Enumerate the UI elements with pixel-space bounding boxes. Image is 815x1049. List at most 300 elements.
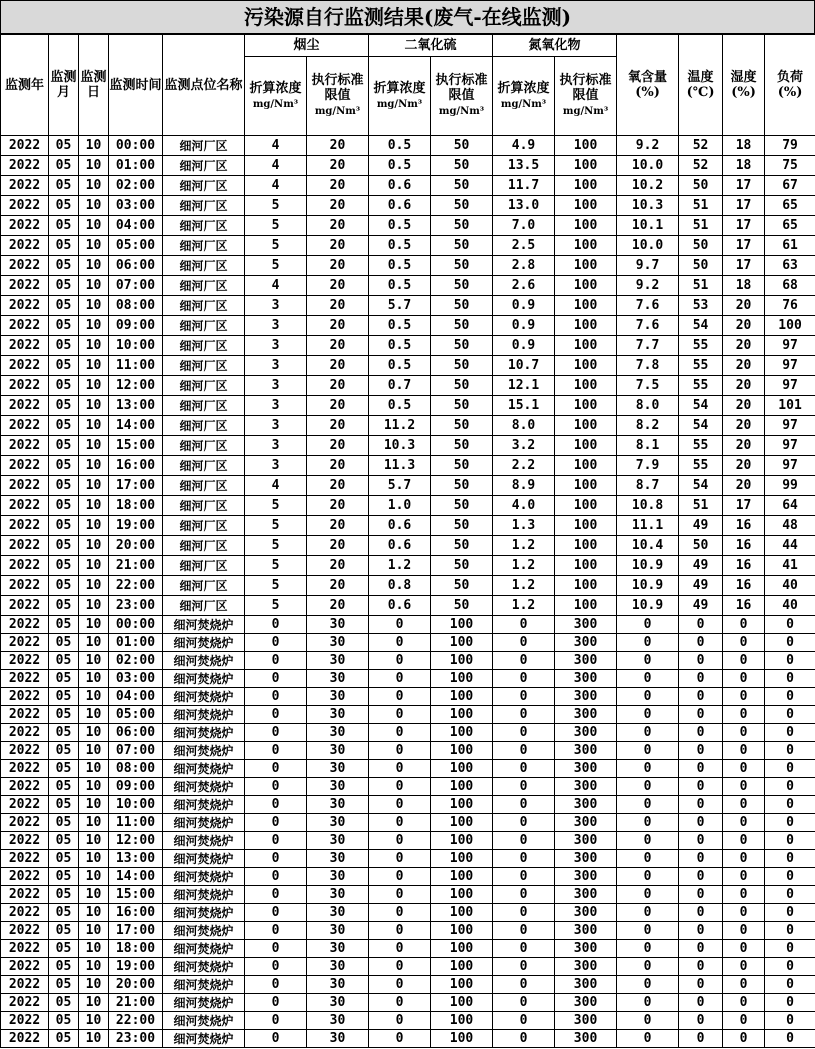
table-cell: 08:00 [109, 760, 163, 778]
table-cell: 0 [369, 958, 431, 976]
table-cell: 细河焚烧炉 [163, 742, 245, 760]
table-cell: 300 [555, 760, 617, 778]
table-cell: 55 [679, 436, 723, 456]
table-cell: 细河厂区 [163, 236, 245, 256]
table-cell: 05 [49, 652, 79, 670]
table-cell: 30 [307, 760, 369, 778]
table-cell: 54 [679, 316, 723, 336]
table-cell: 17 [723, 256, 765, 276]
table-cell: 10 [79, 724, 109, 742]
table-cell: 08:00 [109, 296, 163, 316]
table-cell: 5 [245, 496, 307, 516]
table-row [1, 688, 815, 706]
table-cell: 0 [679, 1030, 723, 1048]
table-row [1, 396, 815, 416]
table-cell: 50 [679, 256, 723, 276]
table-cell: 97 [765, 356, 815, 376]
table-cell: 细河厂区 [163, 356, 245, 376]
table-cell: 05 [49, 742, 79, 760]
table-cell: 10 [79, 296, 109, 316]
table-cell: 100 [555, 316, 617, 336]
table-cell: 05 [49, 814, 79, 832]
table-cell: 53 [679, 296, 723, 316]
table-cell: 30 [307, 958, 369, 976]
table-cell: 300 [555, 670, 617, 688]
table-cell: 300 [555, 850, 617, 868]
table-row [1, 256, 815, 276]
table-cell: 0 [765, 976, 815, 994]
table-cell: 0.9 [493, 316, 555, 336]
table-cell: 50 [431, 536, 493, 556]
table-cell: 0 [617, 670, 679, 688]
table-cell: 50 [679, 236, 723, 256]
table-cell: 0 [493, 814, 555, 832]
table-row [1, 156, 815, 176]
table-cell: 100 [555, 176, 617, 196]
table-cell: 05 [49, 940, 79, 958]
table-cell: 0 [493, 1012, 555, 1030]
table-cell: 0 [493, 850, 555, 868]
table-cell: 300 [555, 634, 617, 652]
table-cell: 细河厂区 [163, 416, 245, 436]
table-row [1, 850, 815, 868]
table-row [1, 634, 815, 652]
table-cell: 05 [49, 336, 79, 356]
table-cell: 05 [49, 456, 79, 476]
table-cell: 10.9 [617, 596, 679, 616]
table-row [1, 922, 815, 940]
report-title: 污染源自行监测结果(废气-在线监测) [0, 0, 815, 34]
table-cell: 0 [723, 760, 765, 778]
table-cell: 05 [49, 536, 79, 556]
table-cell: 0 [723, 688, 765, 706]
table-cell: 细河焚烧炉 [163, 976, 245, 994]
table-cell: 99 [765, 476, 815, 496]
table-cell: 100 [431, 868, 493, 886]
table-cell: 细河焚烧炉 [163, 886, 245, 904]
table-row [1, 670, 815, 688]
table-cell: 0 [245, 760, 307, 778]
table-cell: 0 [245, 634, 307, 652]
table-cell: 0 [245, 742, 307, 760]
table-cell: 7.9 [617, 456, 679, 476]
table-cell: 2022 [1, 316, 49, 336]
table-cell: 0 [723, 958, 765, 976]
table-cell: 0 [493, 778, 555, 796]
table-cell: 0 [493, 742, 555, 760]
table-row [1, 136, 815, 156]
table-cell: 17:00 [109, 922, 163, 940]
table-cell: 0 [723, 634, 765, 652]
table-cell: 100 [555, 336, 617, 356]
table-cell: 0 [369, 922, 431, 940]
table-cell: 2022 [1, 832, 49, 850]
table-cell: 100 [431, 670, 493, 688]
table-cell: 0 [765, 832, 815, 850]
table-cell: 10 [79, 456, 109, 476]
table-cell: 3 [245, 296, 307, 316]
table-cell: 细河焚烧炉 [163, 1012, 245, 1030]
table-cell: 2022 [1, 1012, 49, 1030]
table-cell: 05 [49, 296, 79, 316]
table-cell: 0.6 [369, 196, 431, 216]
table-cell: 0 [723, 850, 765, 868]
table-row [1, 958, 815, 976]
table-cell: 51 [679, 496, 723, 516]
table-cell: 10 [79, 376, 109, 396]
table-cell: 0 [493, 994, 555, 1012]
table-cell: 4.0 [493, 496, 555, 516]
table-cell: 0 [369, 634, 431, 652]
table-cell: 40 [765, 576, 815, 596]
table-cell: 10 [79, 706, 109, 724]
table-cell: 05 [49, 276, 79, 296]
table-cell: 0 [493, 922, 555, 940]
table-cell: 2022 [1, 742, 49, 760]
table-cell: 05 [49, 778, 79, 796]
table-cell: 100 [555, 276, 617, 296]
table-cell: 63 [765, 256, 815, 276]
table-cell: 10 [79, 814, 109, 832]
table-cell: 0 [679, 616, 723, 634]
table-cell: 10 [79, 958, 109, 976]
table-cell: 2022 [1, 706, 49, 724]
table-row [1, 476, 815, 496]
table-cell: 10 [79, 576, 109, 596]
header-time: 监测时间 [109, 35, 163, 136]
table-cell: 100 [555, 416, 617, 436]
table-cell: 05 [49, 316, 79, 336]
table-cell: 2022 [1, 136, 49, 156]
table-cell: 0 [493, 1030, 555, 1048]
table-cell: 50 [679, 536, 723, 556]
table-cell: 30 [307, 652, 369, 670]
table-cell: 0 [493, 940, 555, 958]
table-cell: 100 [555, 216, 617, 236]
table-cell: 100 [431, 886, 493, 904]
table-cell: 05 [49, 616, 79, 634]
table-cell: 0 [369, 976, 431, 994]
table-cell: 0.5 [369, 256, 431, 276]
table-cell: 0 [617, 814, 679, 832]
table-cell: 0 [245, 886, 307, 904]
table-cell: 细河焚烧炉 [163, 814, 245, 832]
table-cell: 50 [679, 176, 723, 196]
table-cell: 100 [555, 256, 617, 276]
table-cell: 19:00 [109, 516, 163, 536]
table-cell: 30 [307, 886, 369, 904]
table-cell: 30 [307, 670, 369, 688]
table-cell: 50 [431, 216, 493, 236]
table-cell: 10 [79, 868, 109, 886]
table-cell: 细河厂区 [163, 296, 245, 316]
table-cell: 0 [617, 904, 679, 922]
table-cell: 0 [369, 940, 431, 958]
table-cell: 49 [679, 596, 723, 616]
table-row [1, 596, 815, 616]
table-cell: 06:00 [109, 724, 163, 742]
table-cell: 10 [79, 536, 109, 556]
table-cell: 05 [49, 850, 79, 868]
table-cell: 50 [431, 496, 493, 516]
table-cell: 10.8 [617, 496, 679, 516]
table-cell: 4 [245, 276, 307, 296]
table-cell: 0 [617, 706, 679, 724]
table-cell: 300 [555, 688, 617, 706]
table-cell: 0 [723, 742, 765, 760]
table-row [1, 276, 815, 296]
table-cell: 0.5 [369, 136, 431, 156]
table-cell: 3 [245, 316, 307, 336]
table-cell: 0 [723, 868, 765, 886]
table-cell: 20 [307, 416, 369, 436]
table-cell: 50 [431, 576, 493, 596]
table-cell: 0.6 [369, 596, 431, 616]
table-cell: 100 [555, 556, 617, 576]
table-cell: 2022 [1, 156, 49, 176]
monitoring-table [0, 34, 815, 1048]
table-cell: 2022 [1, 724, 49, 742]
table-cell: 11.7 [493, 176, 555, 196]
table-cell: 10 [79, 516, 109, 536]
table-cell: 2.5 [493, 236, 555, 256]
table-cell: 0 [765, 778, 815, 796]
table-cell: 2022 [1, 634, 49, 652]
table-cell: 05:00 [109, 236, 163, 256]
table-cell: 0 [245, 706, 307, 724]
table-cell: 2022 [1, 296, 49, 316]
table-row [1, 316, 815, 336]
table-cell: 30 [307, 976, 369, 994]
table-cell: 05 [49, 376, 79, 396]
table-cell: 10 [79, 396, 109, 416]
table-cell: 0 [369, 652, 431, 670]
table-cell: 0 [245, 976, 307, 994]
table-cell: 10 [79, 778, 109, 796]
table-cell: 10 [79, 236, 109, 256]
table-cell: 100 [555, 456, 617, 476]
table-cell: 0 [493, 652, 555, 670]
table-cell: 4 [245, 136, 307, 156]
table-cell: 40 [765, 596, 815, 616]
table-cell: 50 [431, 256, 493, 276]
table-row [1, 236, 815, 256]
table-row [1, 796, 815, 814]
table-cell: 52 [679, 156, 723, 176]
table-cell: 0 [245, 616, 307, 634]
table-cell: 2022 [1, 256, 49, 276]
table-cell: 2022 [1, 336, 49, 356]
table-cell: 细河焚烧炉 [163, 922, 245, 940]
table-cell: 10 [79, 316, 109, 336]
table-row [1, 376, 815, 396]
table-cell: 0 [765, 1012, 815, 1030]
table-cell: 20 [307, 356, 369, 376]
table-cell: 52 [679, 136, 723, 156]
table-cell: 0 [765, 922, 815, 940]
table-cell: 05:00 [109, 706, 163, 724]
unit-label: mg/Nm³ [252, 98, 299, 110]
table-cell: 0 [765, 670, 815, 688]
table-cell: 13.5 [493, 156, 555, 176]
table-cell: 0 [679, 634, 723, 652]
table-cell: 07:00 [109, 276, 163, 296]
table-cell: 0 [723, 994, 765, 1012]
table-cell: 0 [493, 832, 555, 850]
table-cell: 18 [723, 276, 765, 296]
table-cell: 05 [49, 416, 79, 436]
table-cell: 2022 [1, 976, 49, 994]
header-day: 监测日 [79, 35, 109, 136]
table-cell: 100 [431, 616, 493, 634]
table-cell: 0 [765, 886, 815, 904]
table-cell: 0 [765, 958, 815, 976]
table-cell: 0 [723, 832, 765, 850]
table-cell: 10 [79, 796, 109, 814]
header-year: 监测年 [1, 35, 49, 136]
table-cell: 0 [617, 868, 679, 886]
table-cell: 05 [49, 556, 79, 576]
table-row [1, 436, 815, 456]
table-row [1, 516, 815, 536]
table-cell: 18:00 [109, 940, 163, 958]
table-cell: 0 [765, 814, 815, 832]
table-cell: 0 [617, 760, 679, 778]
table-cell: 300 [555, 724, 617, 742]
table-cell: 2022 [1, 536, 49, 556]
table-cell: 10 [79, 596, 109, 616]
table-cell: 44 [765, 536, 815, 556]
table-cell: 0 [723, 796, 765, 814]
table-cell: 05 [49, 1030, 79, 1048]
table-cell: 41 [765, 556, 815, 576]
table-cell: 100 [555, 196, 617, 216]
table-cell: 20 [723, 376, 765, 396]
table-cell: 30 [307, 688, 369, 706]
table-cell: 11.3 [369, 456, 431, 476]
table-cell: 2022 [1, 416, 49, 436]
table-cell: 100 [555, 496, 617, 516]
table-cell: 细河厂区 [163, 436, 245, 456]
table-cell: 10 [79, 176, 109, 196]
table-row [1, 742, 815, 760]
table-cell: 0 [617, 796, 679, 814]
table-header [1, 35, 815, 136]
table-cell: 0 [493, 796, 555, 814]
table-cell: 0 [679, 796, 723, 814]
header-site: 监测点位名称 [163, 35, 245, 136]
table-cell: 细河焚烧炉 [163, 706, 245, 724]
table-cell: 51 [679, 196, 723, 216]
table-cell: 30 [307, 724, 369, 742]
table-cell: 20 [307, 256, 369, 276]
table-cell: 0 [765, 1030, 815, 1048]
table-cell: 0 [723, 724, 765, 742]
table-cell: 09:00 [109, 778, 163, 796]
table-cell: 05 [49, 356, 79, 376]
table-cell: 18:00 [109, 496, 163, 516]
table-cell: 2022 [1, 216, 49, 236]
table-cell: 300 [555, 940, 617, 958]
table-cell: 21:00 [109, 994, 163, 1012]
table-cell: 05 [49, 156, 79, 176]
table-cell: 20:00 [109, 976, 163, 994]
table-cell: 16 [723, 536, 765, 556]
table-cell: 100 [431, 832, 493, 850]
table-row [1, 724, 815, 742]
table-cell: 17:00 [109, 476, 163, 496]
table-cell: 79 [765, 136, 815, 156]
table-cell: 0 [369, 688, 431, 706]
table-cell: 0 [679, 958, 723, 976]
table-cell: 细河焚烧炉 [163, 688, 245, 706]
table-cell: 300 [555, 958, 617, 976]
table-cell: 20 [307, 396, 369, 416]
table-cell: 100 [431, 1030, 493, 1048]
table-cell: 50 [431, 596, 493, 616]
table-cell: 0 [245, 940, 307, 958]
table-cell: 50 [431, 336, 493, 356]
table-cell: 20 [307, 136, 369, 156]
table-cell: 20 [723, 476, 765, 496]
table-cell: 17 [723, 236, 765, 256]
table-cell: 0 [679, 904, 723, 922]
table-cell: 100 [431, 760, 493, 778]
table-cell: 2022 [1, 958, 49, 976]
table-cell: 20 [307, 556, 369, 576]
table-cell: 10:00 [109, 796, 163, 814]
table-cell: 细河厂区 [163, 556, 245, 576]
table-cell: 10 [79, 476, 109, 496]
table-cell: 55 [679, 356, 723, 376]
table-cell: 0 [369, 994, 431, 1012]
table-cell: 20 [307, 456, 369, 476]
table-cell: 细河厂区 [163, 596, 245, 616]
table-cell: 细河焚烧炉 [163, 796, 245, 814]
table-cell: 50 [431, 436, 493, 456]
table-cell: 4.9 [493, 136, 555, 156]
table-cell: 0 [765, 868, 815, 886]
table-cell: 17 [723, 196, 765, 216]
table-cell: 20 [723, 336, 765, 356]
table-cell: 64 [765, 496, 815, 516]
table-cell: 13:00 [109, 850, 163, 868]
table-cell: 0.8 [369, 576, 431, 596]
table-cell: 2022 [1, 688, 49, 706]
header-group-dust: 烟尘 [245, 35, 369, 57]
table-cell: 3 [245, 396, 307, 416]
table-cell: 0 [369, 616, 431, 634]
unit-label: mg/Nm³ [562, 106, 609, 117]
table-cell: 5 [245, 196, 307, 216]
table-cell: 2.2 [493, 456, 555, 476]
table-cell: 8.9 [493, 476, 555, 496]
table-cell: 4 [245, 176, 307, 196]
table-cell: 细河厂区 [163, 396, 245, 416]
table-cell: 05 [49, 760, 79, 778]
table-cell: 9.2 [617, 276, 679, 296]
table-cell: 100 [431, 814, 493, 832]
table-cell: 04:00 [109, 216, 163, 236]
table-cell: 20 [723, 356, 765, 376]
table-cell: 0 [679, 778, 723, 796]
table-cell: 2022 [1, 456, 49, 476]
table-cell: 1.0 [369, 496, 431, 516]
table-cell: 0 [369, 706, 431, 724]
table-cell: 细河厂区 [163, 156, 245, 176]
table-cell: 05 [49, 994, 79, 1012]
table-cell: 05 [49, 476, 79, 496]
